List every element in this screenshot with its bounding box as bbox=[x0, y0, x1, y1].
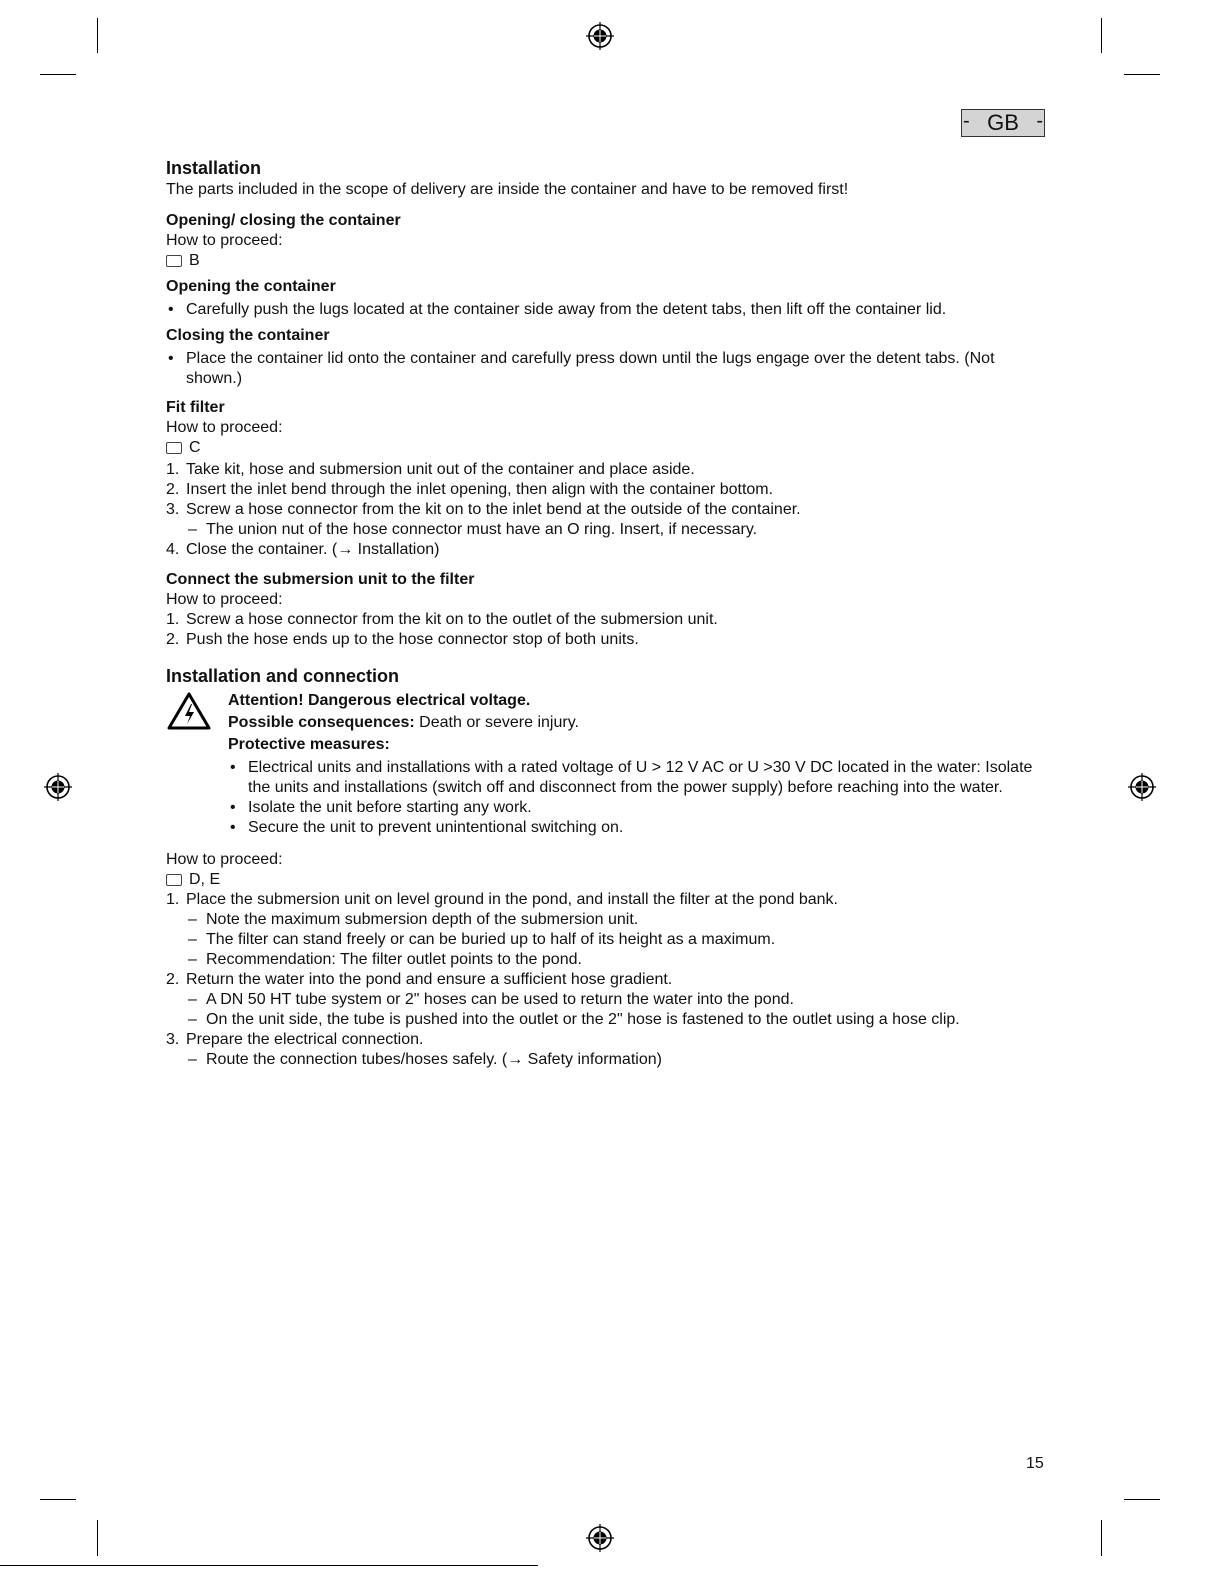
warning-attention: Attention! Dangerous electrical voltage. bbox=[228, 692, 531, 709]
list-item: • Isolate the unit before starting any work. bbox=[228, 798, 1046, 818]
subsection-title-opening: Opening the container bbox=[166, 278, 336, 295]
sub-list-item: – On the unit side, the tube is pushed into the outlet or the 2" hose is fastened to the outlet using a hose clip. bbox=[186, 1010, 1046, 1030]
list-item: 2. Push the hose ends up to the hose connector stop of both units. bbox=[166, 631, 639, 648]
sub-list-item: – Route the connection tubes/hoses safely. (→ Safety information) bbox=[186, 1050, 1046, 1070]
list-item: 1. Place the submersion unit on level ground in the pond, and install the filter at the pond bank. – Note the maximum submersion depth of the submersion unit. – The filter can stand freely or can be buried up to half of its height as a maximum. – Recommendation: The filter outlet points to the pond. bbox=[166, 890, 1046, 970]
figure-reference-icon bbox=[166, 874, 182, 886]
electrical-hazard-warning-icon bbox=[166, 691, 212, 731]
figure-label: C bbox=[189, 439, 201, 456]
sub-list-item: – Recommendation: The filter outlet points to the pond. bbox=[186, 950, 1046, 970]
list-item: 1. Take kit, hose and submersion unit out of the container and place aside. bbox=[166, 461, 695, 478]
how-to-proceed: How to proceed: bbox=[166, 591, 283, 608]
figure-reference bbox=[166, 251, 1046, 271]
sub-list bbox=[186, 1050, 1046, 1070]
crop-mark bbox=[1124, 1499, 1160, 1500]
sub-list-item: – The union nut of the hose connector must have an O ring. Insert, if necessary. bbox=[186, 520, 1046, 540]
figure-reference-icon bbox=[166, 442, 182, 454]
list-item: 4. Close the container. (→ Installation) bbox=[166, 541, 440, 558]
opening-steps bbox=[166, 300, 1046, 320]
installation-intro: The parts included in the scope of delivery are inside the container and have to be removed first! bbox=[166, 181, 849, 198]
figure-reference-icon bbox=[166, 255, 182, 267]
figure-label: D, E bbox=[189, 871, 221, 888]
subsection-title-fit-filter: Fit filter bbox=[166, 399, 225, 416]
figure-label: B bbox=[189, 252, 200, 269]
crop-mark bbox=[1101, 18, 1102, 53]
list-item: • Secure the unit to prevent unintentional switching on. bbox=[228, 818, 1046, 838]
warning-consequences: Possible consequences: Death or severe injury. bbox=[228, 714, 579, 731]
subsection-title-open-close: Opening/ closing the container bbox=[166, 212, 401, 229]
subsection-title-closing: Closing the container bbox=[166, 327, 330, 344]
registration-crosshair-icon bbox=[43, 772, 73, 802]
list-item: • Carefully push the lugs located at the container side away from the detent tabs, then lift off the container lid. bbox=[166, 300, 1046, 320]
warning-measures bbox=[228, 758, 1046, 838]
sub-list bbox=[186, 520, 1046, 540]
subsection-title-connect: Connect the submersion unit to the filter bbox=[166, 571, 475, 588]
bottom-rule bbox=[0, 1565, 538, 1566]
crop-mark bbox=[97, 18, 98, 53]
fit-filter-steps bbox=[166, 460, 1046, 560]
closing-steps bbox=[166, 349, 1046, 389]
sub-list bbox=[186, 910, 1046, 970]
lang-dash-left: - bbox=[963, 110, 970, 132]
how-to-proceed: How to proceed: bbox=[166, 419, 283, 436]
registration-crosshair-icon bbox=[585, 21, 615, 51]
list-item: 2. Insert the inlet bend through the inlet opening, then align with the container bottom. bbox=[166, 481, 774, 498]
section-title-installation-connection: Installation and connection bbox=[166, 666, 400, 686]
section-title-installation: Installation bbox=[166, 158, 262, 178]
page-number: 15 bbox=[1026, 1455, 1044, 1472]
sub-list-item: – The filter can stand freely or can be buried up to half of its height as a maximum. bbox=[186, 930, 1046, 950]
warning-box bbox=[166, 691, 1046, 838]
how-to-proceed: How to proceed: bbox=[166, 851, 283, 868]
lang-code: GB bbox=[987, 110, 1019, 135]
crop-mark bbox=[97, 1520, 98, 1556]
list-item: 1. Screw a hose connector from the kit on to the outlet of the submersion unit. bbox=[166, 611, 718, 628]
registration-crosshair-icon bbox=[1127, 772, 1157, 802]
list-item: 2. Return the water into the pond and ensure a sufficient hose gradient. – A DN 50 HT tube system or 2" hoses can be used to return the water into the pond. – On the unit side, the tube is pushed into the outlet or the 2" hose is fastened to the outlet using a hose clip. bbox=[166, 970, 1046, 1030]
sub-list bbox=[186, 990, 1046, 1030]
sub-list-item: – Note the maximum submersion depth of the submersion unit. bbox=[186, 910, 1046, 930]
crop-mark bbox=[1101, 1520, 1102, 1556]
how-to-proceed: How to proceed: bbox=[166, 232, 283, 249]
connect-steps bbox=[166, 610, 1046, 650]
figure-reference bbox=[166, 438, 1046, 458]
list-item: • Place the container lid onto the container and carefully press down until the lugs engage over the detent tabs. (Not shown.) bbox=[166, 349, 1046, 389]
language-tab bbox=[961, 109, 1045, 137]
sub-list-item: – A DN 50 HT tube system or 2" hoses can be used to return the water into the pond. bbox=[186, 990, 1046, 1010]
registration-crosshair-icon bbox=[585, 1523, 615, 1553]
list-item: • Electrical units and installations with a rated voltage of U > 12 V AC or U >30 V DC located in the water: Isolate the units and installations (switch off and disconnect from the power supply) before reaching into the water. bbox=[228, 758, 1046, 798]
crop-mark bbox=[1124, 74, 1160, 75]
lang-dash-right: - bbox=[1036, 110, 1043, 132]
list-item: 3. Prepare the electrical connection. – Route the connection tubes/hoses safely. (→ Safety information) bbox=[166, 1030, 1046, 1070]
installation-steps bbox=[166, 890, 1046, 1070]
page-content bbox=[166, 157, 1046, 1070]
list-item: 3. Screw a hose connector from the kit on to the inlet bend at the outside of the container. – The union nut of the hose connector must have an O ring. Insert, if necessary. bbox=[166, 500, 1046, 540]
crop-mark bbox=[40, 1499, 76, 1500]
crop-mark bbox=[40, 74, 76, 75]
warning-measures-label: Protective measures: bbox=[228, 736, 390, 753]
figure-reference bbox=[166, 870, 1046, 890]
